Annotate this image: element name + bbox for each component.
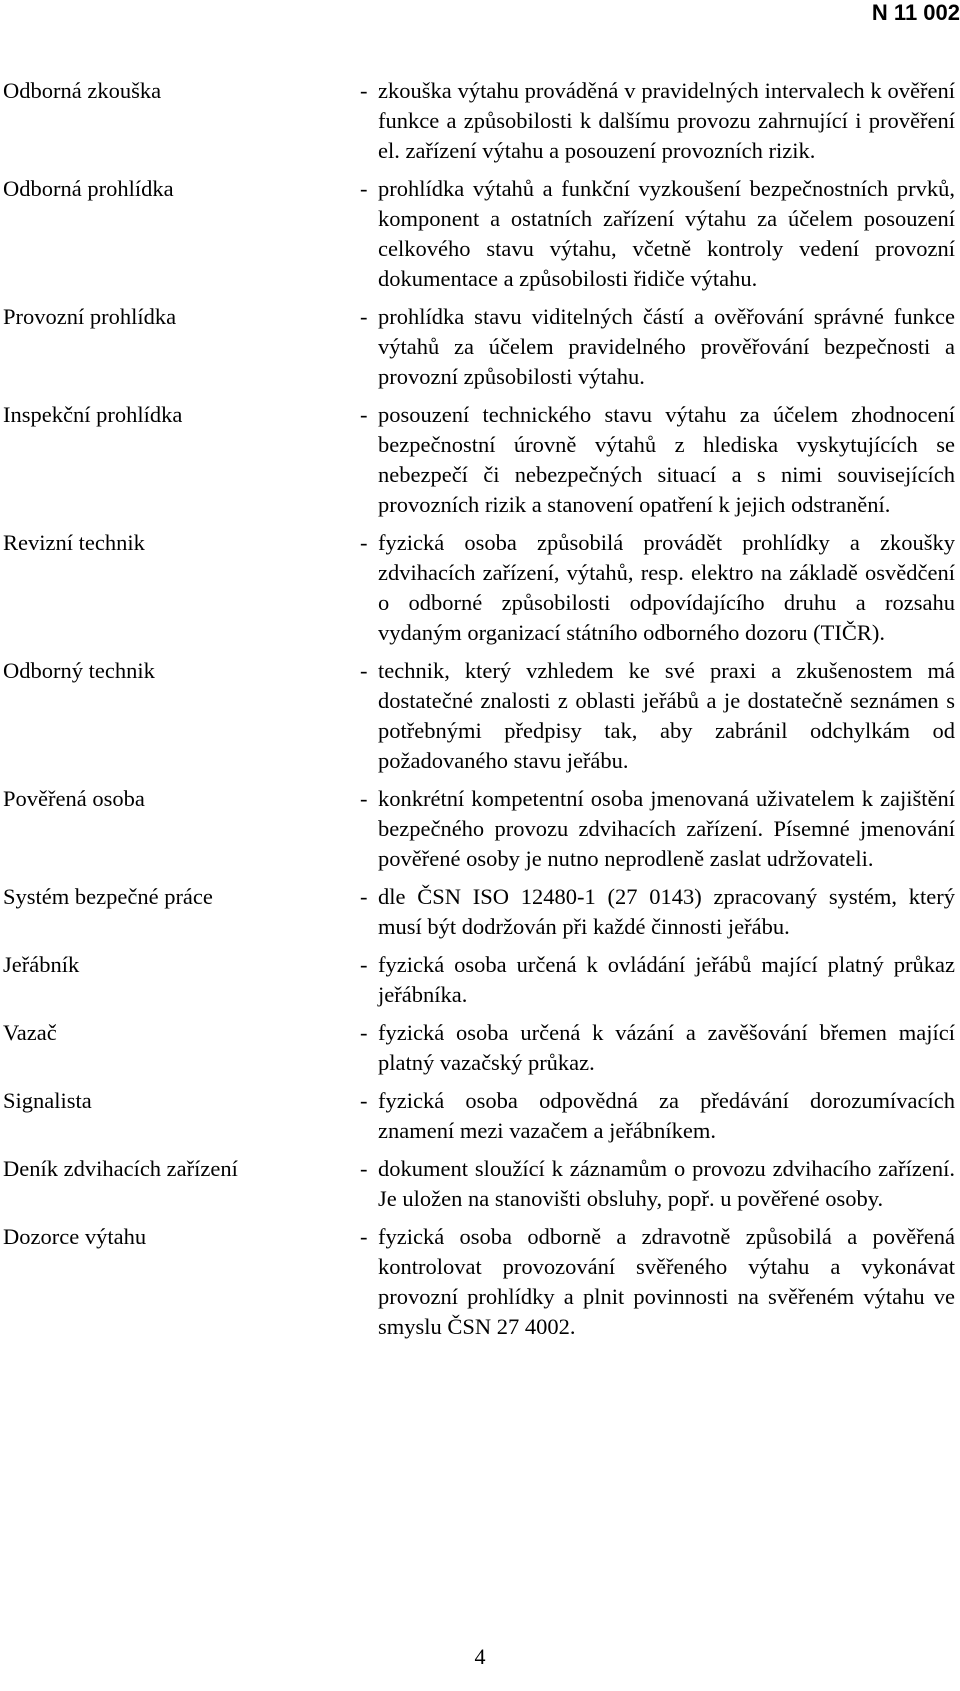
definition-body — [360, 784, 955, 874]
term-label: Vazač — [3, 1020, 57, 1045]
definition-body — [360, 1018, 955, 1078]
definition-text: fyzická osoba určená k ovládání jeřábů mající platný průkaz jeřábníka. — [378, 952, 955, 1007]
definition-body — [360, 882, 955, 942]
term-label: Jeřábník — [3, 952, 80, 977]
definition-dash: - — [360, 1224, 368, 1249]
definition-dash: - — [360, 1020, 368, 1045]
definition-body — [360, 174, 955, 294]
definition-dash: - — [360, 884, 368, 909]
definition-dash: - — [360, 78, 368, 103]
definition-text: konkrétní kompetentní osoba jmenovaná uživatelem k zajištění bezpečného provozu zdvihacích zařízení. Písemné jmenování pověřené osoby je nutno neprodleně zaslat udržovateli. — [378, 786, 955, 871]
definition-body — [360, 1154, 955, 1214]
definition-body — [360, 528, 955, 648]
definition-text: dokument sloužící k záznamům o provozu zdvihacího zařízení. Je uložen na stanovišti obsluhy, popř. u pověřené osoby. — [378, 1156, 955, 1211]
definition-entry — [3, 1086, 955, 1146]
term-label: Systém bezpečné práce — [3, 884, 213, 909]
definition-body — [360, 400, 955, 520]
definition-text: fyzická osoba způsobilá provádět prohlídky a zkoušky zdvihacích zařízení, výtahů, resp. elektro na základě osvědčení o odborné způsobilosti odpovídajícího druhu a rozsahu vydaným organizací státního odborného dozoru (TIČR). — [378, 530, 955, 645]
term-label: Odborná zkouška — [3, 78, 162, 103]
definition-text: fyzická osoba odpovědná za předávání dorozumívacích znamení mezi vazačem a jeřábníkem. — [378, 1088, 955, 1143]
definition-dash: - — [360, 786, 368, 811]
definition-dash: - — [360, 176, 368, 201]
definition-text: posouzení technického stavu výtahu za účelem zhodnocení bezpečnostní úrovně výtahů z hlediska vyskytujících se nebezpečí či nebezpečných situací a s nimi souvisejících provozních rizik a stanovení opatření k jejich odstranění. — [378, 402, 955, 517]
term-label: Signalista — [3, 1088, 92, 1113]
definition-dash: - — [360, 1088, 368, 1113]
definition-entry — [3, 174, 955, 294]
definition-dash: - — [360, 530, 368, 555]
definition-entry — [3, 302, 955, 392]
term-label: Odborný technik — [3, 658, 155, 683]
term-label: Pověřená osoba — [3, 786, 145, 811]
definition-entry — [3, 656, 955, 776]
definition-dash: - — [360, 952, 368, 977]
page-number: 4 — [474, 1644, 486, 1669]
definition-dash: - — [360, 658, 368, 683]
definitions-list — [3, 76, 955, 1350]
definition-entry — [3, 400, 955, 520]
definition-entry — [3, 882, 955, 942]
definition-dash: - — [360, 304, 368, 329]
definition-dash: - — [360, 1156, 368, 1181]
definition-body — [360, 302, 955, 392]
term-label: Odborná prohlídka — [3, 176, 174, 201]
definition-text: prohlídka stavu viditelných částí a ověřování správné funkce výtahů za účelem pravidelného prověřování bezpečnosti a provozní způsobilosti výtahu. — [378, 304, 955, 389]
definition-entry — [3, 1222, 955, 1342]
term-label: Dozorce výtahu — [3, 1224, 147, 1249]
definition-body — [360, 950, 955, 1010]
definition-text: fyzická osoba odborně a zdravotně způsobilá a pověřená kontrolovat provozování svěřeného výtahu a vykonávat provozní prohlídky a plnit povinnosti na svěřeném výtahu ve smyslu ČSN 27 4002. — [378, 1224, 955, 1339]
term-label: Inspekční prohlídka — [3, 402, 183, 427]
term-label: Provozní prohlídka — [3, 304, 177, 329]
definition-entry — [3, 1154, 955, 1214]
definition-entry — [3, 1018, 955, 1078]
document-code: N 11 002 — [871, 0, 960, 25]
definition-text: prohlídka výtahů a funkční vyzkoušení bezpečnostních prvků, komponent a ostatních zařízení výtahu za účelem posouzení celkového stavu výtahu, včetně kontroly vedení provozní dokumentace a způsobilosti řidiče výtahu. — [378, 176, 955, 291]
definition-entry — [3, 76, 955, 166]
definition-body — [360, 1222, 955, 1342]
definition-entry — [3, 528, 955, 648]
definition-entry — [3, 784, 955, 874]
definition-text: zkouška výtahu prováděná v pravidelných intervalech k ověření funkce a způsobilosti k dalšímu provozu zahrnující i prověření el. zařízení výtahu a posouzení provozních rizik. — [378, 78, 955, 163]
definition-body — [360, 1086, 955, 1146]
definition-text: technik, který vzhledem ke své praxi a zkušenostem má dostatečné znalosti z oblasti jeřábů a je dostatečně seznámen s potřebnými předpisy tak, aby zabránil odchylkám od požadovaného stavu jeřábu. — [378, 658, 955, 773]
term-label: Deník zdvihacích zařízení — [3, 1156, 238, 1181]
definition-text: fyzická osoba určená k vázání a zavěšování břemen mající platný vazačský průkaz. — [378, 1020, 955, 1075]
definition-body — [360, 76, 955, 166]
definition-text: dle ČSN ISO 12480-1 (27 0143) zpracovaný systém, který musí být dodržován při každé činnosti jeřábu. — [378, 884, 955, 939]
definition-dash: - — [360, 402, 368, 427]
definition-entry — [3, 950, 955, 1010]
definition-body — [360, 656, 955, 776]
term-label: Revizní technik — [3, 530, 145, 555]
